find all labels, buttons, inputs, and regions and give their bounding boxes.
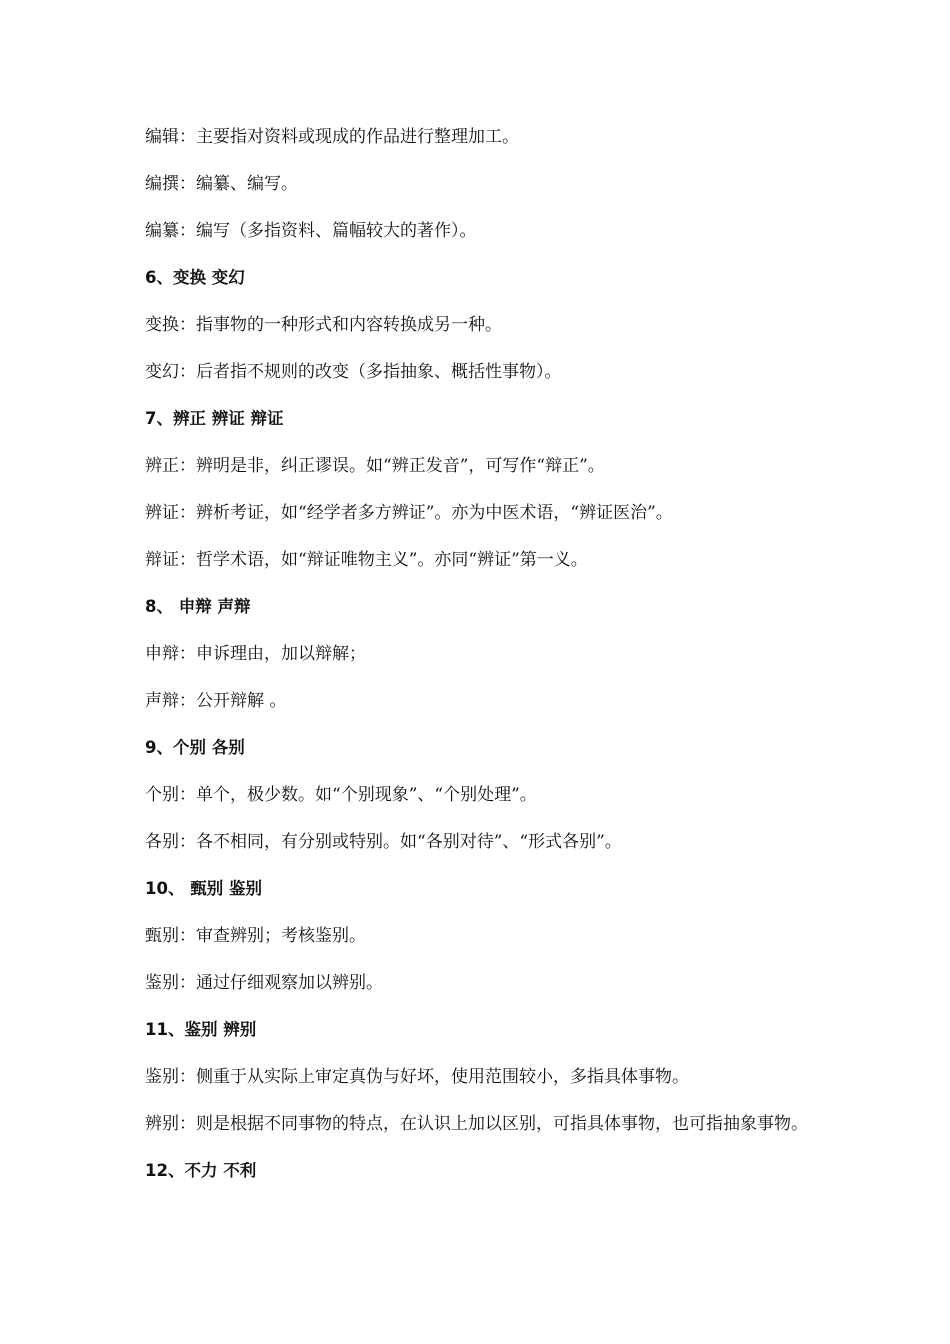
entry-term: 鉴别 <box>145 973 179 993</box>
entry-definition: 主要指对资料或现成的作品进行整理加工。 <box>196 127 519 147</box>
entry-term: 鉴别 <box>145 1067 179 1087</box>
entry-separator: ： <box>179 362 196 382</box>
entry-separator: ： <box>179 456 196 476</box>
section-heading: 6、变换 变幻 <box>145 268 245 287</box>
entry-separator: ： <box>179 832 196 852</box>
entry-separator: ： <box>179 973 196 993</box>
section-heading: 8、 申辩 声辩 <box>145 597 251 616</box>
entry-separator: ： <box>179 691 196 711</box>
entry-line <box>145 970 810 996</box>
entry-term: 申辩 <box>145 644 179 664</box>
entry-separator: ： <box>179 926 196 946</box>
entry-separator: ： <box>179 315 196 335</box>
entry-line <box>145 641 810 667</box>
section-heading: 9、个别 各别 <box>145 738 245 757</box>
entry-term: 辨证 <box>145 503 179 523</box>
entry-definition: 各不相同，有分别或特别。如“各别对待”、“形式各别”。 <box>196 832 622 852</box>
entry-line <box>145 171 810 197</box>
section-heading: 10、 甄别 鉴别 <box>145 879 262 898</box>
entry-definition: 通过仔细观察加以辨别。 <box>196 973 383 993</box>
entry-line <box>145 359 810 385</box>
document-body <box>145 124 810 1205</box>
entry-definition: 侧重于从实际上审定真伪与好坏，使用范围较小，多指具体事物。 <box>196 1067 689 1087</box>
entry-line <box>145 829 810 855</box>
entry-line <box>145 1111 810 1137</box>
entry-definition: 公开辩解 。 <box>196 691 287 711</box>
entry-separator: ： <box>179 174 196 194</box>
entry-term: 编撰 <box>145 174 179 194</box>
entry-line <box>145 688 810 714</box>
entry-separator: ： <box>179 221 196 241</box>
entry-definition: 哲学术语，如“辩证唯物主义”。亦同“辨证”第一义。 <box>196 550 588 570</box>
entry-term: 辨正 <box>145 456 179 476</box>
entry-separator: ： <box>179 644 196 664</box>
section-heading: 7、辨正 辨证 辩证 <box>145 409 284 428</box>
entry-line <box>145 782 810 808</box>
entry-line <box>145 312 810 338</box>
entry-line <box>145 218 810 244</box>
entry-line <box>145 1064 810 1090</box>
entry-definition: 审查辨别；考核鉴别。 <box>196 926 366 946</box>
entry-term: 编辑 <box>145 127 179 147</box>
entry-separator: ： <box>179 503 196 523</box>
section-heading: 12、不力 不利 <box>145 1161 257 1180</box>
entry-term: 声辩 <box>145 691 179 711</box>
entry-separator: ： <box>179 127 196 147</box>
entry-term: 个别 <box>145 785 179 805</box>
entry-term: 各别 <box>145 832 179 852</box>
entry-definition: 辨明是非，纠正谬误。如“辨正发音”，可写作“辩正”。 <box>196 456 605 476</box>
entry-definition: 指事物的一种形式和内容转换成另一种。 <box>196 315 502 335</box>
entry-definition: 后者指不规则的改变（多指抽象、概括性事物）。 <box>196 362 562 382</box>
entry-separator: ： <box>179 1067 196 1087</box>
entry-definition: 编写（多指资料、篇幅较大的著作）。 <box>196 221 477 241</box>
entry-separator: ： <box>179 550 196 570</box>
entry-definition: 则是根据不同事物的特点，在认识上加以区别，可指具体事物，也可指抽象事物。 <box>196 1114 808 1134</box>
entry-definition: 辨析考证，如“经学者多方辨证”。亦为中医术语，“辨证医治”。 <box>196 503 673 523</box>
entry-definition: 申诉理由，加以辩解； <box>196 644 366 664</box>
entry-term: 辩证 <box>145 550 179 570</box>
entry-definition: 编纂、编写。 <box>196 174 298 194</box>
entry-line <box>145 500 810 526</box>
entry-line <box>145 124 810 150</box>
section-heading: 11、鉴别 辨别 <box>145 1020 257 1039</box>
entry-separator: ： <box>179 785 196 805</box>
entry-term: 变换 <box>145 315 179 335</box>
entry-line <box>145 923 810 949</box>
entry-line <box>145 453 810 479</box>
entry-term: 辨别 <box>145 1114 179 1134</box>
entry-term: 编纂 <box>145 221 179 241</box>
entry-term: 甄别 <box>145 926 179 946</box>
entry-line <box>145 547 810 573</box>
entry-term: 变幻 <box>145 362 179 382</box>
entry-definition: 单个，极少数。如“个别现象”、“个别处理”。 <box>196 785 537 805</box>
entry-separator: ： <box>179 1114 196 1134</box>
